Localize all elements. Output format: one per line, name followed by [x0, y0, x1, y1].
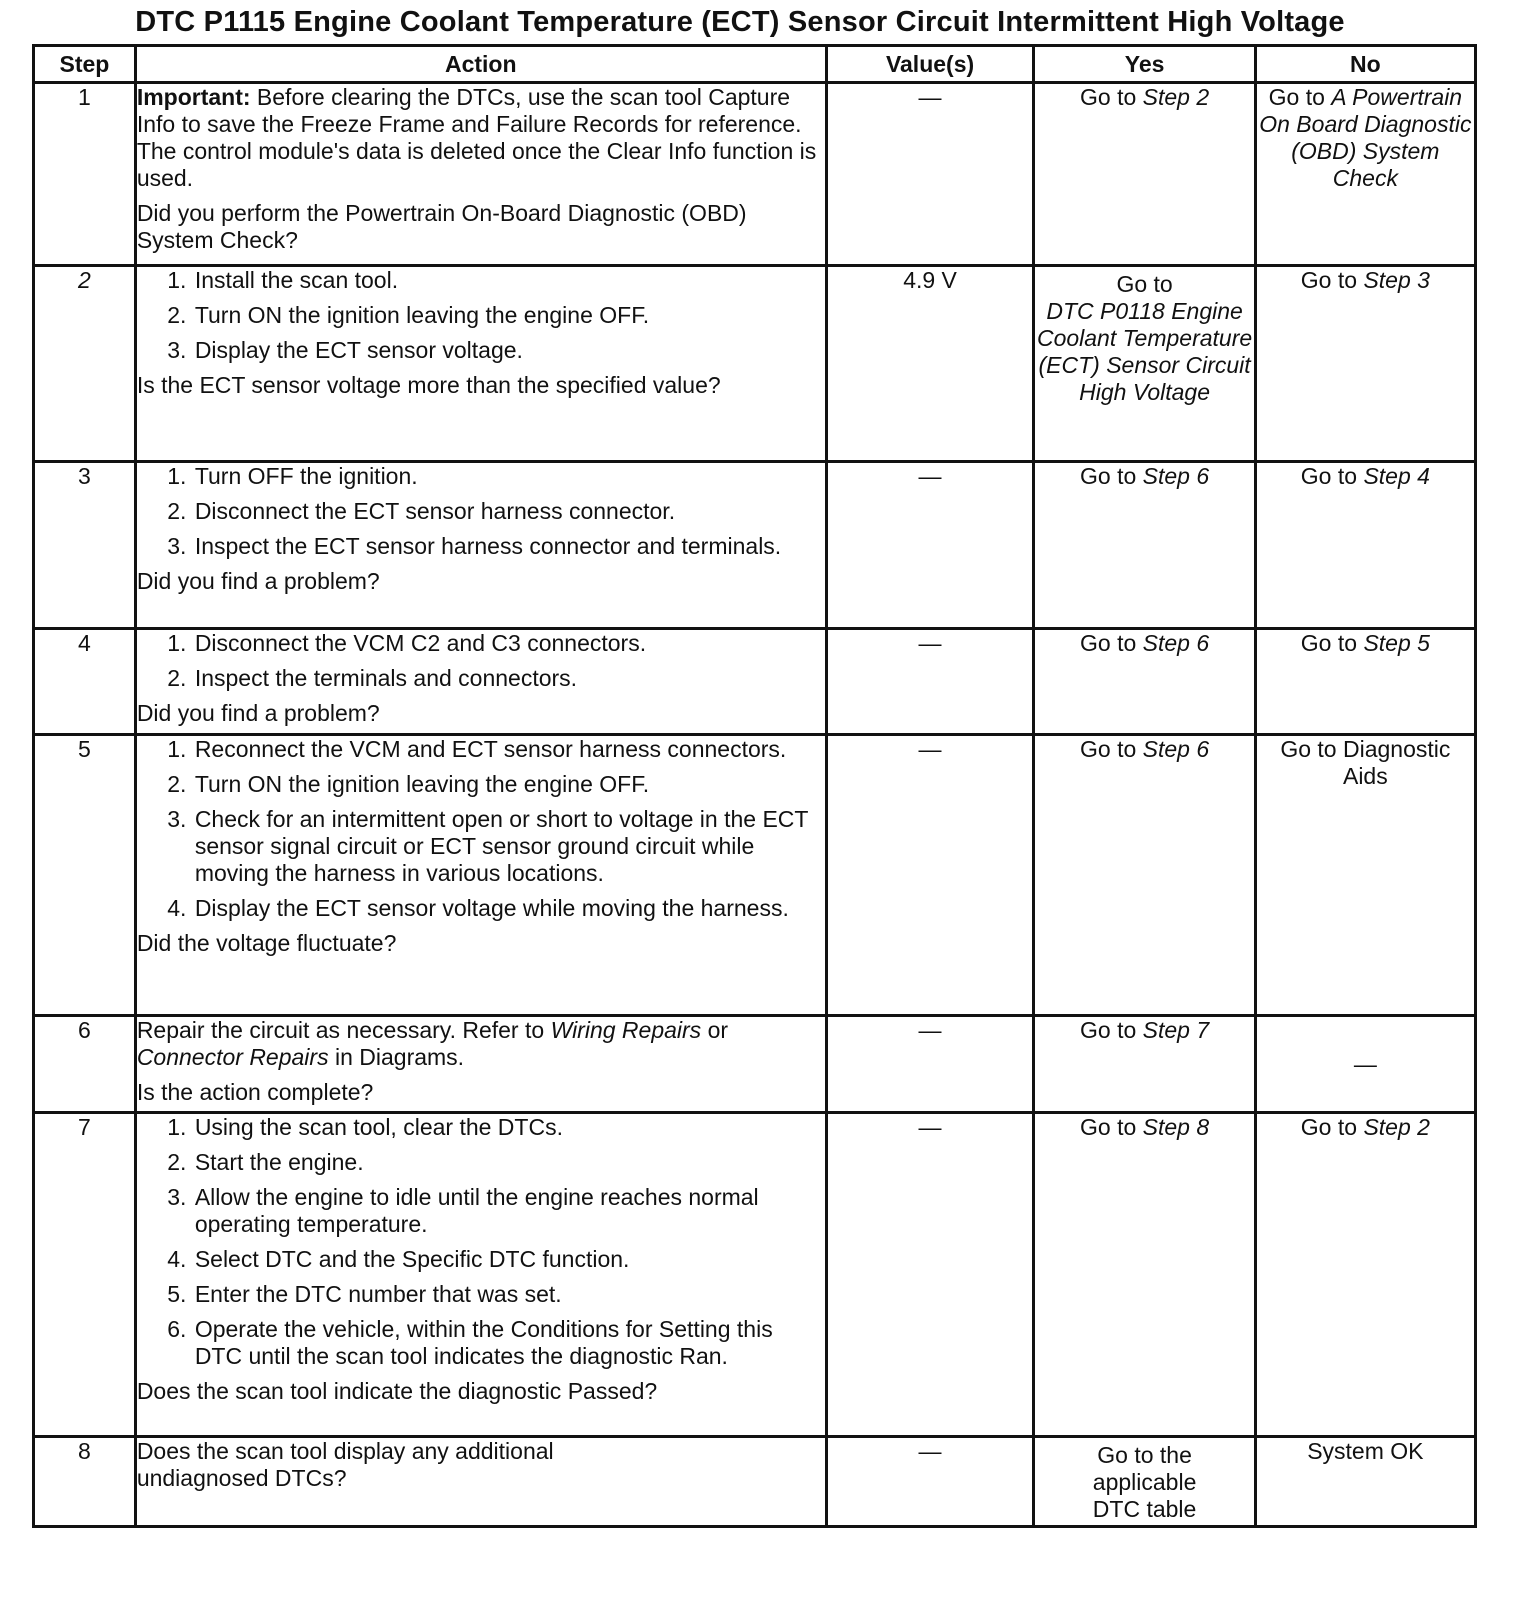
important-text: Before clearing the DTCs, use the scan tool Capture Info to save the Freeze Frame and Failure Records for reference. The control module's data is deleted once the Clear Info function is used.	[136, 84, 817, 191]
step-number-cell	[34, 462, 136, 629]
yes-link[interactable]: Step 6	[1142, 463, 1210, 489]
step-number: 4	[78, 630, 91, 656]
action-cell	[135, 462, 826, 629]
no-link[interactable]: Step 5	[1363, 630, 1430, 656]
action-item: 2. Turn ON the ignition leaving the engine OFF.	[193, 771, 825, 798]
column-header-yes: Yes	[1034, 46, 1255, 83]
yes-link[interactable]: Step 6	[1142, 736, 1210, 762]
repair-text: or	[701, 1017, 729, 1043]
value-cell	[826, 629, 1034, 735]
column-header-no: No	[1255, 46, 1475, 83]
action-question: Does the scan tool indicate the diagnostic Passed?	[136, 1378, 658, 1404]
column-header-action: Action	[135, 46, 826, 83]
step-number-cell	[34, 266, 136, 462]
yes-prefix: Go to	[1080, 84, 1143, 110]
table-row-step-3	[34, 462, 1476, 629]
no-text: System OK	[1307, 1438, 1424, 1464]
no-text: —	[1353, 1050, 1377, 1077]
yes-prefix: Go to	[1080, 736, 1143, 762]
value-cell	[826, 1113, 1034, 1437]
no-cell	[1255, 629, 1475, 735]
action-item: 2. Start the engine.	[193, 1149, 825, 1176]
yes-link[interactable]: Step 7	[1142, 1017, 1210, 1043]
action-item: 4. Display the ECT sensor voltage while moving the harness.	[193, 895, 825, 922]
yes-prefix: Go to	[1080, 630, 1143, 656]
repair-text: in Diagrams.	[328, 1044, 465, 1070]
repair-text: Repair the circuit as necessary. Refer to	[136, 1017, 551, 1043]
action-item: 5. Enter the DTC number that was set.	[193, 1281, 825, 1308]
no-link[interactable]: Step 4	[1363, 463, 1430, 489]
value-cell	[826, 1437, 1034, 1527]
action-item: 1. Install the scan tool.	[193, 267, 825, 294]
action-list	[137, 267, 825, 364]
step-number-cell	[34, 1016, 136, 1113]
action-cell	[135, 735, 826, 1016]
yes-cell	[1034, 735, 1255, 1016]
action-cell	[135, 83, 826, 266]
diagnostic-table	[32, 44, 1477, 1528]
step-number: 2	[78, 267, 91, 293]
no-text[interactable]: Go to Diagnostic Aids	[1280, 736, 1451, 789]
no-prefix: Go to	[1300, 630, 1364, 656]
step-number: 1	[78, 84, 91, 110]
page-title: DTC P1115 Engine Coolant Temperature (ECT) Sensor Circuit Intermittent High Voltage	[135, 6, 1345, 38]
action-item: 2. Disconnect the ECT sensor harness connector.	[193, 498, 825, 525]
action-item: 3. Check for an intermittent open or short to voltage in the ECT sensor signal circuit or ECT sensor ground circuit while moving the harness in various locations.	[193, 806, 825, 887]
no-link[interactable]: A Powertrain On Board Diagnostic (OBD) System Check	[1259, 84, 1472, 191]
action-cell	[135, 1437, 826, 1527]
step-number: 3	[78, 463, 91, 489]
action-question: Does the scan tool display any additional undiagnosed DTCs?	[136, 1438, 554, 1491]
yes-link[interactable]: Step 2	[1142, 84, 1210, 110]
action-item: 3. Inspect the ECT sensor harness connector and terminals.	[193, 533, 825, 560]
action-item: 2. Turn ON the ignition leaving the engine OFF.	[193, 302, 825, 329]
value-text: —	[918, 630, 942, 656]
action-question: Did you perform the Powertrain On-Board Diagnostic (OBD) System Check?	[136, 200, 747, 253]
step-number: 6	[78, 1017, 91, 1043]
yes-link[interactable]: Step 8	[1142, 1114, 1210, 1140]
yes-link[interactable]: Step 6	[1142, 630, 1210, 656]
table-row-step-8	[34, 1437, 1476, 1527]
action-question: Did you find a problem?	[136, 568, 380, 594]
connector-repairs-link[interactable]: Connector Repairs	[136, 1044, 329, 1070]
step-number-cell	[34, 83, 136, 266]
step-number: 5	[78, 736, 91, 762]
yes-cell	[1034, 629, 1255, 735]
action-cell	[135, 1016, 826, 1113]
value-text: —	[918, 84, 942, 110]
table-row-step-5	[34, 735, 1476, 1016]
yes-cell	[1034, 1437, 1255, 1527]
action-list	[137, 736, 825, 922]
no-cell	[1255, 266, 1475, 462]
value-text: —	[918, 736, 942, 762]
action-cell	[135, 1113, 826, 1437]
yes-cell	[1034, 266, 1255, 462]
step-number-cell	[34, 735, 136, 1016]
table-row-step-7	[34, 1113, 1476, 1437]
yes-prefix: Go to	[1080, 463, 1143, 489]
action-list	[137, 630, 825, 692]
no-cell	[1255, 1016, 1475, 1113]
table-row-step-6	[34, 1016, 1476, 1113]
yes-prefix: Go to	[1080, 1114, 1143, 1140]
action-item: 1. Turn OFF the ignition.	[193, 463, 825, 490]
value-text: 4.9 V	[903, 267, 957, 293]
step-number-cell	[34, 1437, 136, 1527]
step-number: 8	[78, 1438, 91, 1464]
value-cell	[826, 1016, 1034, 1113]
no-cell	[1255, 735, 1475, 1016]
table-header-row	[34, 46, 1476, 83]
no-prefix: Go to	[1300, 463, 1364, 489]
yes-link[interactable]: DTC P0118 Engine Coolant Temperature (ECT) Sensor Circuit High Voltage	[1036, 298, 1253, 405]
no-cell	[1255, 1437, 1475, 1527]
wiring-repairs-link[interactable]: Wiring Repairs	[550, 1017, 702, 1043]
value-text: —	[918, 1114, 942, 1140]
no-prefix: Go to	[1300, 1114, 1364, 1140]
column-header-values: Value(s)	[826, 46, 1034, 83]
action-cell	[135, 266, 826, 462]
no-cell	[1255, 462, 1475, 629]
value-text: —	[918, 1438, 942, 1464]
action-list	[137, 463, 825, 560]
action-question: Is the action complete?	[136, 1079, 374, 1105]
column-header-step: Step	[34, 46, 136, 83]
no-link[interactable]: Step 2	[1363, 1114, 1430, 1140]
action-item: 3. Allow the engine to idle until the engine reaches normal operating temperature.	[193, 1184, 825, 1238]
value-cell	[826, 266, 1034, 462]
step-number-cell	[34, 1113, 136, 1437]
yes-cell	[1034, 1016, 1255, 1113]
no-prefix: Go to	[1300, 267, 1364, 293]
table-row-step-4	[34, 629, 1476, 735]
action-cell	[135, 629, 826, 735]
action-item: 1. Using the scan tool, clear the DTCs.	[193, 1114, 825, 1141]
action-question: Did the voltage fluctuate?	[136, 930, 397, 956]
yes-cell	[1034, 462, 1255, 629]
action-item: 1. Reconnect the VCM and ECT sensor harness connectors.	[193, 736, 825, 763]
action-question: Is the ECT sensor voltage more than the specified value?	[136, 372, 721, 398]
step-number: 7	[78, 1114, 91, 1140]
important-note	[137, 84, 825, 192]
yes-cell	[1034, 1113, 1255, 1437]
value-cell	[826, 462, 1034, 629]
value-cell	[826, 83, 1034, 266]
yes-cell	[1034, 83, 1255, 266]
no-prefix: Go to	[1268, 84, 1332, 110]
repair-instruction	[137, 1017, 825, 1071]
action-question: Did you find a problem?	[136, 700, 380, 726]
value-text: —	[918, 463, 942, 489]
no-cell	[1255, 1113, 1475, 1437]
table-row-step-2	[34, 266, 1476, 462]
action-item: 3. Display the ECT sensor voltage.	[193, 337, 825, 364]
action-item: 2. Inspect the terminals and connectors.	[193, 665, 825, 692]
value-cell	[826, 735, 1034, 1016]
yes-prefix: Go to	[1116, 271, 1173, 297]
no-link[interactable]: Step 3	[1363, 267, 1430, 293]
step-number-cell	[34, 629, 136, 735]
action-item: 6. Operate the vehicle, within the Conditions for Setting this DTC until the scan tool indicates the diagnostic Ran.	[193, 1316, 825, 1370]
action-item: 4. Select DTC and the Specific DTC function.	[193, 1246, 825, 1273]
action-list	[137, 1114, 825, 1370]
important-label: Important:	[136, 84, 251, 110]
value-text: —	[918, 1017, 942, 1043]
no-cell	[1255, 83, 1475, 266]
table-row-step-1	[34, 83, 1476, 266]
yes-prefix: Go to	[1080, 1017, 1143, 1043]
action-item: 1. Disconnect the VCM C2 and C3 connectors.	[193, 630, 825, 657]
yes-text[interactable]: Go to the applicable DTC table	[1092, 1442, 1197, 1522]
